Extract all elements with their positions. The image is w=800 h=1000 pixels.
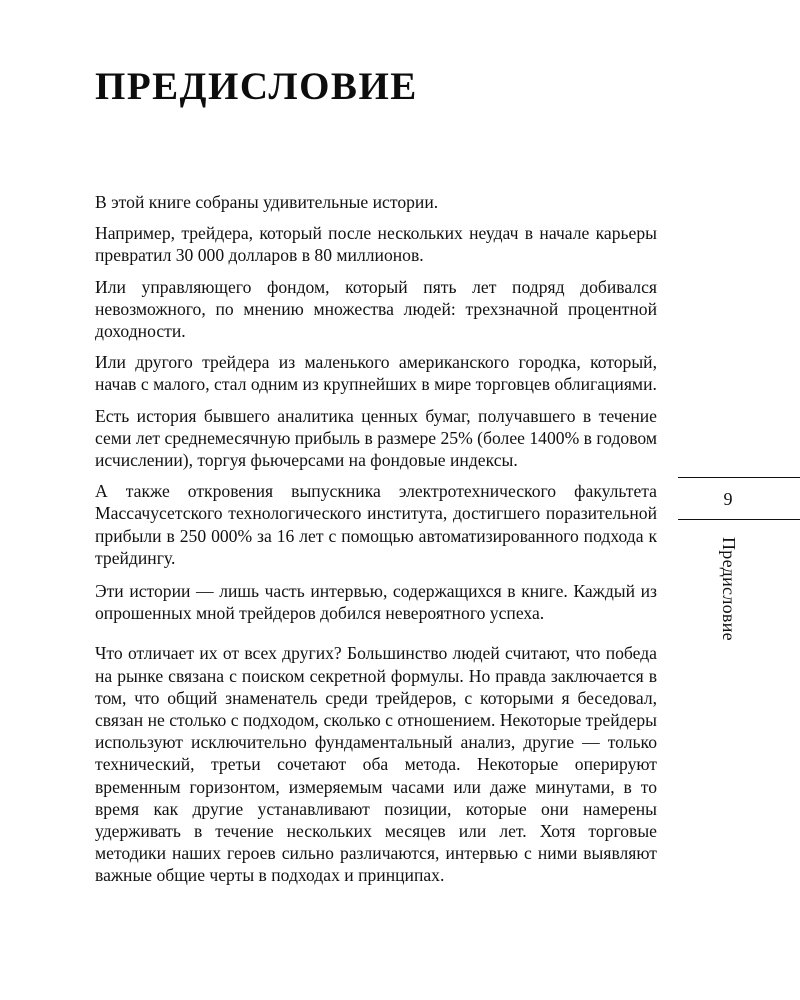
running-head: Предисловие [719, 537, 739, 641]
page-number: 9 [723, 489, 733, 509]
paragraph: Или другого трейдера из маленького американского городка, который, начав с малого, стал одним из крупнейших в мире торговцев облигациями. [95, 352, 657, 395]
paragraph: Что отличает их от всех других? Большинство людей считают, что победа на рынке связана с поиском секретной формулы. Но правда заключается в том, что общий знаменатель среди трейдеров, с которыми я беседовал, связан не столько с подходом, сколько с отношением. Некоторые трейдеры используют исключительно фундаментальный анализ, другие — только технический, третьи сочетают оба метода. Некоторые оперируют временным горизонтом, измеряемым часами или даже минутами, в то время как другие устанавливают позиции, которые они намерены удерживать в течение нескольких месяцев или лет. Хотя торговые методики наших героев сильно различаются, интервью с ними выявляют важные общие черты в подходах и принципах. [95, 643, 657, 886]
page-title: ПРЕДИСЛОВИЕ [95, 65, 418, 108]
paragraph: Или управляющего фондом, который пять лет подряд добивался невозможного, по мнению множества людей: трехзначной процентной доходности. [95, 276, 657, 342]
paragraph: В этой книге собраны удивительные истории. [95, 192, 439, 212]
paragraph: Например, трейдера, который после нескольких неудач в начале карьеры превратил 30 000 долларов в 80 миллионов. [95, 223, 657, 266]
paragraph: А также откровения выпускника электротехнического факультета Массачусетского технологического института, достигшего поразительной прибыли в 250 000% за 16 лет с помощью автоматизированного подхода к трейдингу. [95, 481, 657, 568]
body-text [95, 191, 657, 896]
margin-rule-bottom [678, 519, 800, 520]
paragraph: Эти истории — лишь часть интервью, содержащихся в книге. Каждый из опрошенных мной трейдеров добился невероятного успеха. [95, 581, 657, 624]
margin-rule-top [678, 477, 800, 478]
paragraph: Есть история бывшего аналитика ценных бумаг, получавшего в течение семи лет среднемесячную прибыль в размере 25% (более 1400% в годовом исчислении), торгуя фьючерсами на фондовые индексы. [95, 405, 657, 471]
